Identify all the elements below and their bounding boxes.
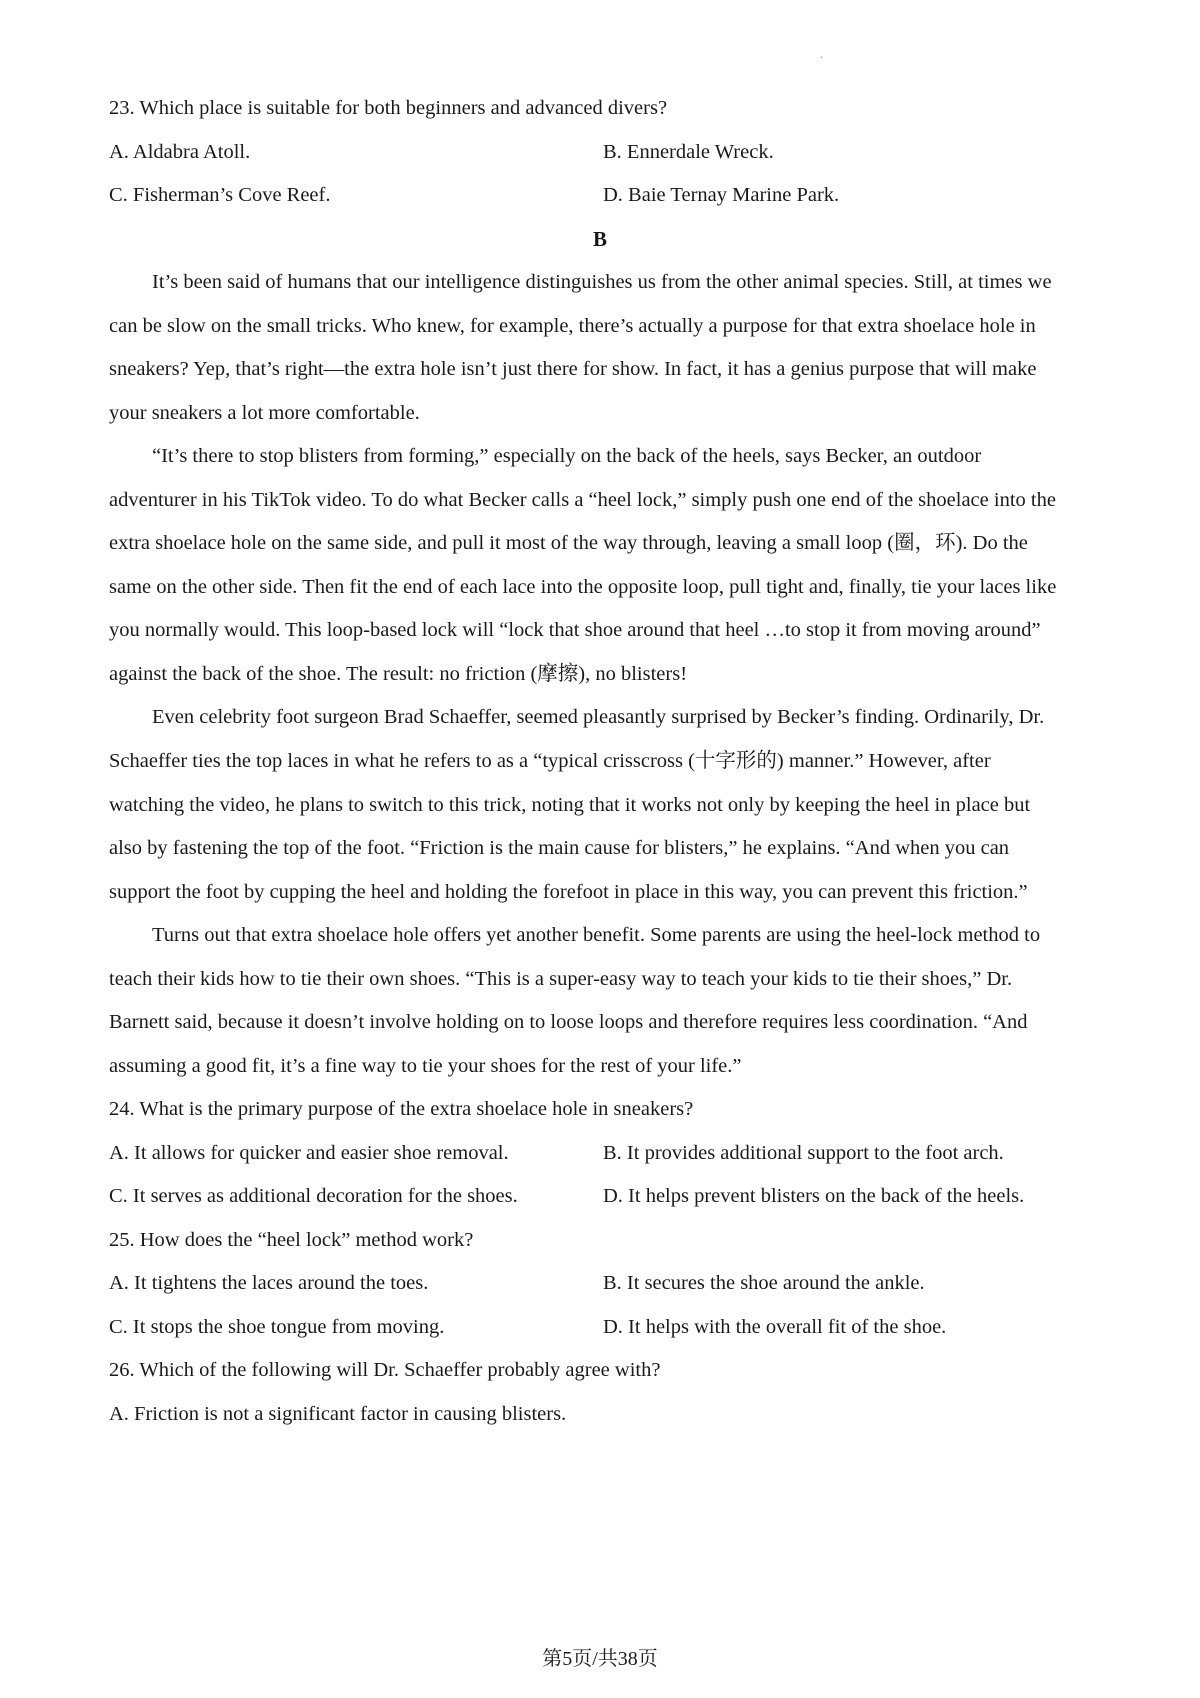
passage-line: adventurer in his TikTok video. To do what Becker calls a “heel lock,” simply push one end of the shoelace into the [109,489,1056,511]
passage-line: extra shoelace hole on the same side, and pull it most of the way through, leaving a small loop (圈，环). Do the [109,532,1028,554]
passage-line: against the back of the shoe. The result: no friction (摩擦), no blisters! [109,663,688,685]
question-24-option-a: A. It allows for quicker and easier shoe removal. [109,1142,509,1164]
passage-line: Barnett said, because it doesn’t involve holding on to loose loops and therefore requires less coordination. “And [109,1011,1028,1033]
question-24-stem: 24. What is the primary purpose of the extra shoelace hole in sneakers? [109,1098,694,1120]
passage-line: can be slow on the small tricks. Who knew, for example, there’s actually a purpose for that extra shoelace hole in [109,315,1036,337]
passage-line: Schaeffer ties the top laces in what he refers to as a “typical crisscross (十字形的) manner.” However, after [109,750,991,772]
page-footer: 第5页/共38页 [542,1648,658,1670]
question-26-stem: 26. Which of the following will Dr. Schaeffer probably agree with? [109,1359,661,1381]
passage-line: assuming a good fit, it’s a fine way to tie your shoes for the rest of your life.” [109,1055,742,1077]
stray-mark: . [820,50,823,61]
passage-line: Turns out that extra shoelace hole offers yet another benefit. Some parents are using the heel-lock method to [152,924,1041,946]
passage-line: your sneakers a lot more comfortable. [109,402,420,424]
passage-line: watching the video, he plans to switch to this trick, noting that it works not only by keeping the heel in place but [109,794,1031,816]
passage-line: “It’s there to stop blisters from forming,” especially on the back of the heels, says Becker, an outdoor [152,445,982,467]
question-25-option-c: C. It stops the shoe tongue from moving. [109,1316,445,1338]
section-heading: B [592,227,607,251]
passage-line: It’s been said of humans that our intelligence distinguishes us from the other animal species. Still, at times we [152,271,1052,293]
question-26-option-a: A. Friction is not a significant factor in causing blisters. [109,1403,567,1425]
passage-line: sneakers? Yep, that’s right—the extra hole isn’t just there for show. In fact, it has a genius purpose that will make [109,358,1037,380]
passage-line: also by fastening the top of the foot. “Friction is the main cause for blisters,” he explains. “And when you can [109,837,1010,859]
question-23-option-b: B. Ennerdale Wreck. [603,141,774,163]
question-23-option-c: C. Fisherman’s Cove Reef. [109,184,331,206]
question-25-option-b: B. It secures the shoe around the ankle. [603,1272,925,1294]
question-23-option-d: D. Baie Ternay Marine Park. [603,184,840,206]
question-25-option-a: A. It tightens the laces around the toes. [109,1272,429,1294]
question-24-option-b: B. It provides additional support to the foot arch. [603,1142,1004,1164]
passage-line: teach their kids how to tie their own shoes. “This is a super-easy way to teach your kids to tie their shoes,” Dr. [109,968,1013,990]
question-23-option-a: A. Aldabra Atoll. [109,141,251,163]
question-24-option-d: D. It helps prevent blisters on the back of the heels. [603,1185,1025,1207]
question-25-stem: 25. How does the “heel lock” method work? [109,1229,474,1251]
passage-line: you normally would. This loop-based lock will “lock that shoe around that heel …to stop it from moving around” [109,619,1041,641]
question-25-option-d: D. It helps with the overall fit of the shoe. [603,1316,947,1338]
question-23-stem: 23. Which place is suitable for both beginners and advanced divers? [109,97,668,119]
question-24-option-c: C. It serves as additional decoration for the shoes. [109,1185,518,1207]
passage-line: same on the other side. Then fit the end of each lace into the opposite loop, pull tight and, finally, tie your laces like [109,576,1057,598]
passage-line: Even celebrity foot surgeon Brad Schaeffer, seemed pleasantly surprised by Becker’s finding. Ordinarily, Dr. [152,706,1045,728]
passage-line: support the foot by cupping the heel and holding the forefoot in place in this way, you can prevent this friction.” [109,881,1028,903]
